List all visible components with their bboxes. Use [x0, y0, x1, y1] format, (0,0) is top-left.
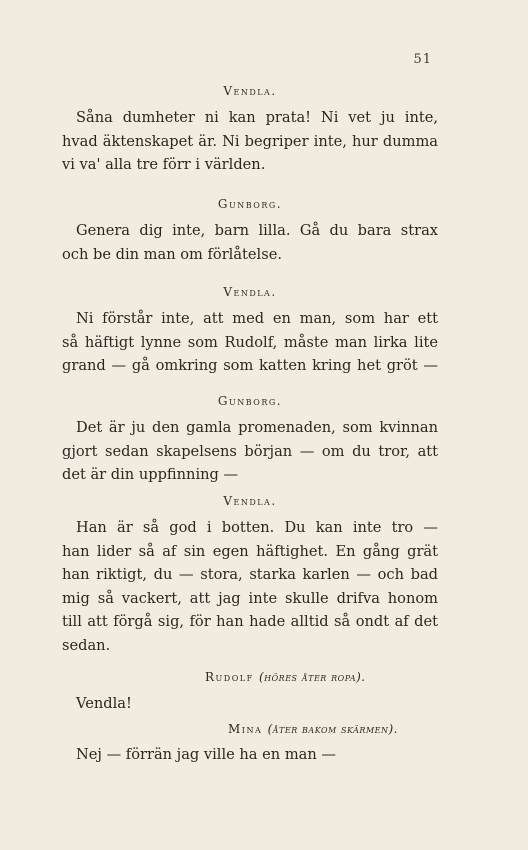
dialogue-line: Ni förstår inte, att med en man, som har ett: [76, 310, 438, 327]
dialogue-line: Såna dumheter ni kan prata! Ni vet ju inte,: [76, 109, 438, 126]
dialogue-line: mig så vackert, att jag inte skulle drifva honom: [62, 589, 438, 607]
dialogue-line: till att förgå sig, för han hade alltid så ondt af det: [62, 613, 438, 630]
dialogue-line: hvad äktenskapet är. Ni begriper inte, hur dumma: [62, 132, 438, 150]
speaker-name: Vendla.: [223, 494, 277, 508]
stage-direction-mina: [228, 720, 398, 738]
dialogue-line: han riktigt, du — stora, starka karlen — och bad: [62, 566, 438, 583]
dialogue-line: han lider så af sin egen häftighet. En gång grät: [62, 542, 438, 560]
speaker-name: Rudolf: [205, 670, 254, 684]
dialogue-line-rudolf: [62, 692, 438, 716]
dialogue-section-vendla-1: [62, 82, 438, 177]
speaker-name: Vendla.: [223, 285, 277, 299]
speaker-name: Mina: [228, 722, 263, 736]
stage-direction: (åter bakom skärmen).: [267, 722, 398, 736]
speaker-name: Vendla.: [223, 84, 277, 98]
dialogue-line: och be din man om förlåtelse.: [62, 245, 282, 263]
dialogue-line: Genera dig inte, barn lilla. Gå du bara strax: [76, 222, 438, 239]
speaker-name: Gunborg.: [217, 394, 283, 408]
dialogue-line: gjort sedan skapelsens början — om du tror, att: [62, 442, 438, 460]
page-number: 51: [413, 52, 432, 67]
dialogue-line: det är din uppfinning —: [62, 466, 239, 483]
dialogue-line: grand — gå omkring som katten kring het gröt —: [62, 357, 438, 374]
speaker-name: Gunborg.: [217, 197, 283, 211]
dialogue-line: Det är ju den gamla promenaden, som kvinnan: [76, 419, 438, 436]
dialogue-line: Nej — förrän jag ville ha en man —: [76, 746, 336, 763]
dialogue-line: Vendla!: [76, 695, 132, 712]
stage-direction: (höres åter ropa).: [258, 670, 366, 684]
dialogue-section-gunborg-2: [62, 392, 438, 487]
dialogue-line-mina: [62, 743, 438, 767]
dialogue-line: sedan.: [62, 636, 111, 654]
stage-direction-rudolf: [205, 668, 366, 686]
dialogue-line: så häftigt lynne som Rudolf, måste man lirka lite: [62, 333, 438, 351]
dialogue-section-vendla-3: [62, 492, 438, 657]
dialogue-section-gunborg-1: [62, 195, 438, 266]
dialogue-section-vendla-2: [62, 283, 438, 378]
dialogue-line: Han är så god i botten. Du kan inte tro —: [76, 519, 438, 536]
dialogue-line: vi va' alla tre förr i världen.: [62, 156, 266, 173]
